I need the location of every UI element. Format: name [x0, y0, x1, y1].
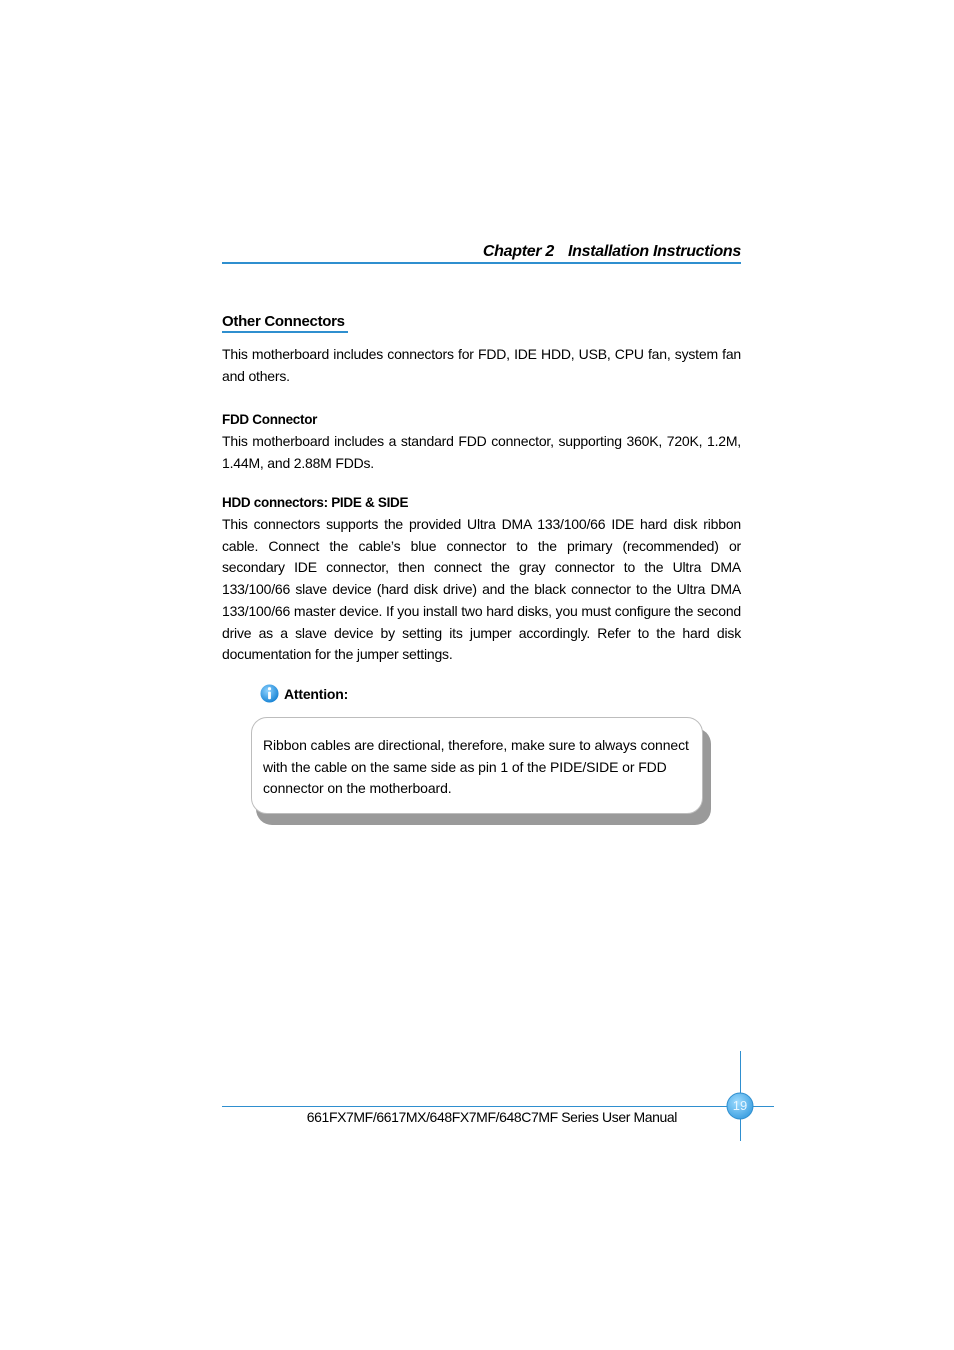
chapter-header [222, 243, 741, 261]
intro-paragraph: This motherboard includes connectors for FDD, IDE HDD, USB, CPU fan, system fan and others. [222, 346, 741, 384]
header-divider [222, 262, 741, 264]
hdd-paragraph: This connectors supports the provided Ultra DMA 133/100/66 IDE hard disk ribbon cable. Connect the cable’s blue connector to the primary (recommended) or secondary IDE connector, then connect the gray connector to the Ultra DMA 133/100/66 slave device (hard disk drive) and the black connector to the Ultra DMA 133/100/66 master device. If you install two hard disks, you must configure the second drive as a slave device by setting its jumper accordingly. Refer to the hard disk documentation for the jumper settings. [222, 516, 741, 663]
attention-header [260, 684, 348, 703]
page-number: 19 [732, 1098, 748, 1113]
hdd-heading: HDD connectors: PIDE & SIDE [222, 495, 409, 510]
chapter-title: Installation Instructions [568, 243, 741, 260]
attention-label: Attention: [284, 685, 349, 702]
section-title: Other Connectors [222, 313, 348, 333]
footer-divider [222, 1106, 774, 1107]
fdd-heading: FDD Connector [222, 412, 318, 427]
manual-title: 661FX7MF/6617MX/648FX7MF/648C7MF Series User Manual [306, 1109, 677, 1125]
attention-note-text: Ribbon cables are directional, therefore, make sure to always connect with the cable on the same side as pin 1 of the PIDE/SIDE or FDD connector on the motherboard. [263, 737, 689, 797]
chapter-label: Chapter 2 [482, 243, 555, 260]
fdd-paragraph: This motherboard includes a standard FDD connector, supporting 360K, 720K, 1.2M, 1.44M, and 2.88M FDDs. [222, 433, 741, 471]
info-icon [260, 684, 279, 703]
